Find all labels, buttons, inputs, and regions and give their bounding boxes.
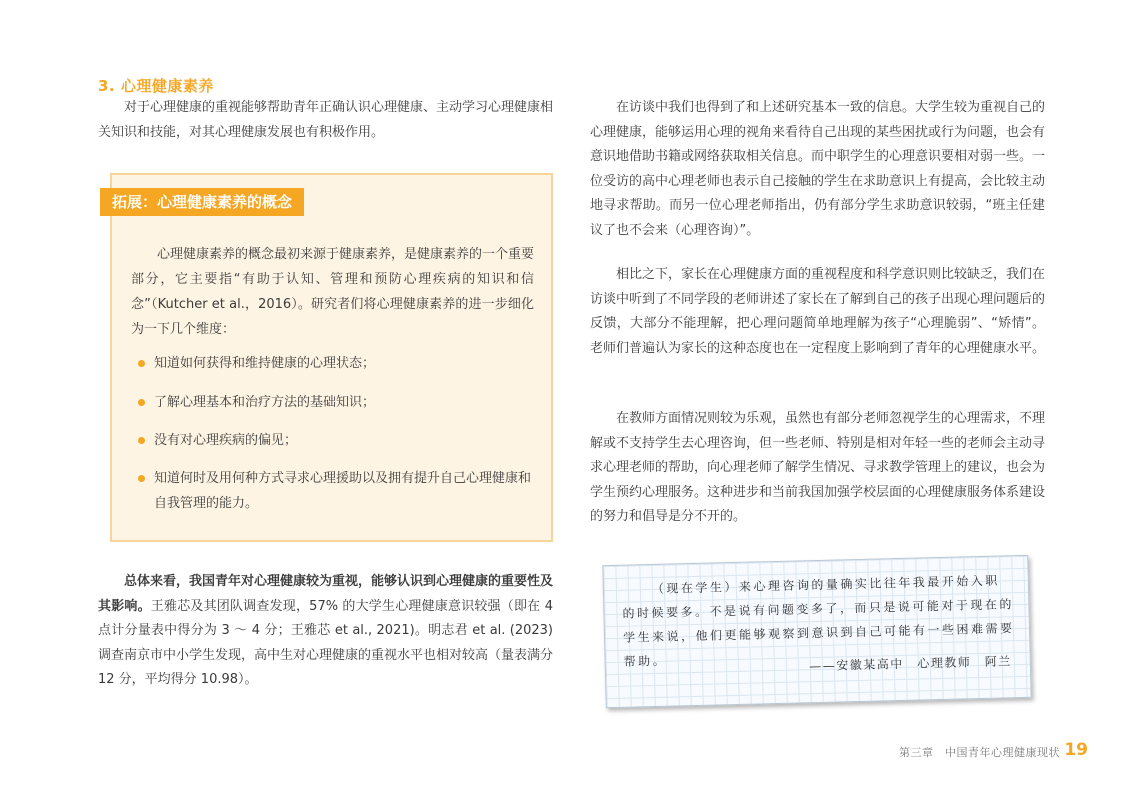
right-paragraph-2: 相比之下，家长在心理健康方面的重视程度和科学意识则比较缺乏，我们在访谈中听到了不同学段的老师讲述了家长在了解到自己的孩子出现心理问题后的反馈，大部分不能理解，把心理问题简单地理解为孩子“心理脆弱”、“矫情”。老师们普遍认为家长的这种态度也在一定程度上影响到了青年的心理健康水平。	[590, 267, 1046, 356]
bullet-dot-icon	[138, 360, 145, 367]
summary-paragraph	[98, 570, 553, 693]
summary-bold: 总体来看，我国青年对心理健康较为重视，能够认识到心理健康的重要性及其影响。	[98, 574, 554, 614]
quote-text: （现在学生）来心理咨询的量确实比往年我最开始入职的时候要多。不是说有问题变多了，而只是说可能对于现在的学生来说，他们更能够观察到意识到自己可能有一些困难需要帮助。	[622, 573, 1015, 669]
bullet-item	[138, 390, 538, 415]
expand-tag: 拓展：心理健康素养的概念	[100, 188, 304, 216]
intro-paragraph: 对于心理健康的重视能够帮助青年正确认识心理健康、主动学习心理健康相关知识和技能，对其心理健康发展也有积极作用。	[98, 100, 554, 140]
bullet-dot-icon	[138, 437, 145, 444]
bullet-text: 了解心理基本和治疗方法的基础知识；	[154, 395, 376, 410]
expand-paragraph: 心理健康素养的概念最初来源于健康素养，是健康素养的一个重要部分，它主要指“有助于认知、管理和预防心理疾病的知识和信念”（Kutcher et al.，2016）。研究者们将心理健康素养的进一步细化为一下几个维度：	[131, 247, 535, 337]
bullet-text: 知道如何获得和维持健康的心理状态；	[154, 356, 376, 371]
summary-rest: 王雅芯及其团队调查发现，57% 的大学生心理健康意识较强（即在 4 点计分量表中得分为 3 ～ 4 分；王雅芯 et al., 2021)。明志君 et al. (2023) 调查南京市中小学生发现，高中生对心理健康的重视水平也相对较高（量表满分 12 分，平均得分 10.98）。	[98, 598, 554, 687]
bullet-dot-icon	[138, 475, 145, 482]
bullet-item	[138, 466, 538, 516]
bullet-item	[138, 428, 538, 453]
bullet-item	[138, 351, 538, 376]
bullet-dot-icon	[138, 399, 145, 406]
page-number: 19	[1064, 740, 1088, 760]
quote-note	[602, 555, 1031, 708]
bullet-text: 知道何时及用何种方式寻求心理援助以及拥有提升自己心理健康和自我管理的能力。	[154, 471, 532, 511]
right-paragraph-1: 在访谈中我们也得到了和上述研究基本一致的信息。大学生较为重视自己的心理健康，能够运用心理的视角来看待自己出现的某些困扰或行为问题，也会有意识地借助书籍或网络获取相关信息。而中职学生的心理意识要相对弱一些。一位受访的高中心理老师也表示自己接触的学生在求助意识上有提高，会比较主动地寻求帮助。而另一位心理老师指出，仍有部分学生求助意识较弱，“班主任建议了也不会来（心理咨询）”。	[590, 100, 1046, 238]
quote-attribution: ——安徽某高中 心理教师 阿兰	[809, 654, 1012, 674]
section-title: 3. 心理健康素养	[98, 77, 214, 95]
footer-chapter: 第三章 中国青年心理健康现状	[899, 746, 1060, 759]
right-paragraph-3: 在教师方面情况则较为乐观，虽然也有部分老师忽视学生的心理需求，不理解或不支持学生去心理咨询，但一些老师、特别是相对年轻一些的老师会主动寻求心理老师的帮助，向心理老师了解学生情况、寻求教学管理上的建议，也会为学生预约心理服务。这种进步和当前我国加强学校层面的心理健康服务体系建设的努力和倡导是分不开的。	[590, 411, 1046, 524]
bullet-text: 没有对心理疾病的偏见；	[154, 433, 298, 448]
